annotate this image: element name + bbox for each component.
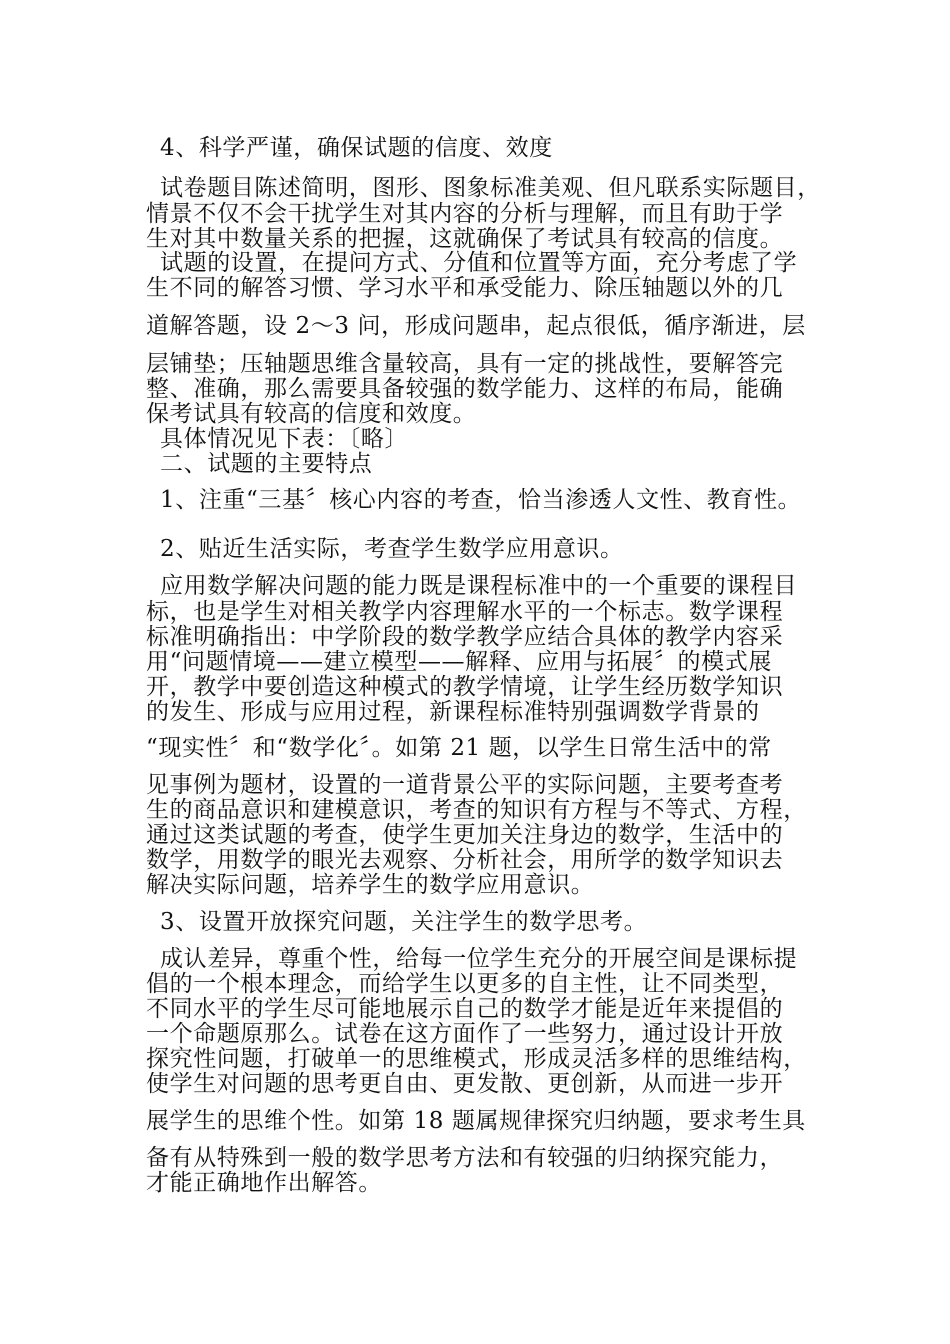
paragraph-line: 具体情况见下表：〔略〕 xyxy=(160,426,409,452)
subsection-heading-1: 1、注重“三基〞核心内容的考查，恰当渗透人文性、教育性。 xyxy=(160,487,802,513)
paragraph-line: 保考试具有较高的信度和效度。 xyxy=(146,401,477,427)
paragraph-line: 见事例为题材，设置的一道背景公平的实际问题，主要考查考 xyxy=(146,772,784,798)
paragraph-line: 用“问题情境——建立模型——解释、应用与拓展〞的模式展 xyxy=(146,649,772,675)
subsection-heading-2: 2、贴近生活实际，考查学生数学应用意识。 xyxy=(160,536,624,562)
paragraph-line: 展学生的思维个性。如第 18 题属规律探究归纳题，要求考生具 xyxy=(146,1108,806,1134)
paragraph-line: 的发生、形成与应用过程，新课程标准特别强调数学背景的 xyxy=(146,699,760,725)
paragraph-line: 数学，用数学的眼光去观察、分析社会，用所学的数学知识去 xyxy=(146,847,784,873)
paragraph-line: 解决实际问题，培养学生的数学应用意识。 xyxy=(146,872,595,898)
paragraph-line: 试题的设置，在提问方式、分值和位置等方面，充分考虑了学 xyxy=(160,250,798,276)
paragraph-line: “现实性〞和“数学化〞。如第 21 题，以学生日常生活中的常 xyxy=(146,735,772,761)
paragraph-line: 使学生对问题的思考更自由、更发散、更创新，从而进一步开 xyxy=(146,1071,784,1097)
paragraph-line: 成认差异，尊重个性，给每一位学生充分的开展空间是课标提 xyxy=(160,946,798,972)
paragraph-line: 情景不仅不会干扰学生对其内容的分析与理解，而且有助于学 xyxy=(146,201,784,227)
paragraph-line: 一个命题原那么。试卷在这方面作了一些努力，通过设计开放 xyxy=(146,1021,784,1047)
paragraph-line: 开，教学中要创造这种模式的教学情境，让学生经历数学知识 xyxy=(146,674,784,700)
paragraph-line: 生的商品意识和建模意识，考查的知识有方程与不等式、方程， xyxy=(146,797,807,823)
paragraph-line: 标，也是学生对相关教学内容理解水平的一个标志。数学课程 xyxy=(146,599,784,625)
paragraph-line: 生对其中数量关系的把握，这就确保了考试具有较高的信度。 xyxy=(146,226,784,252)
section-heading-2: 二、试题的主要特点 xyxy=(160,451,373,477)
paragraph-line: 整、准确，那么需要具备较强的数学能力、这样的布局，能确 xyxy=(146,376,784,402)
paragraph-line: 倡的一个根本理念，而给学生以更多的自主性，让不同类型， xyxy=(146,971,784,997)
subsection-heading-3: 3、设置开放探究问题，关注学生的数学思考。 xyxy=(160,909,648,935)
paragraph-line: 才能正确地作出解答。 xyxy=(146,1170,382,1196)
paragraph-line: 应用数学解决问题的能力既是课程标准中的一个重要的课程目 xyxy=(160,573,798,599)
section-heading-4: 4、科学严谨，确保试题的信度、效度 xyxy=(160,135,553,161)
paragraph-line: 探究性问题，打破单一的思维模式，形成灵活多样的思维结构， xyxy=(146,1046,807,1072)
paragraph-line: 标准明确指出：中学阶段的数学教学应结合具体的教学内容采 xyxy=(146,624,784,650)
paragraph-line: 通过这类试题的考查，使学生更加关注身边的数学，生活中的 xyxy=(146,822,784,848)
paragraph-line: 不同水平的学生尽可能地展示自己的数学才能是近年来提倡的 xyxy=(146,996,784,1022)
paragraph-line: 备有从特殊到一般的数学思考方法和有较强的归纳探究能力， xyxy=(146,1145,784,1171)
paragraph-line: 试卷题目陈述简明，图形、图象标准美观、但凡联系实际题目， xyxy=(160,175,821,201)
paragraph-line: 层铺垫；压轴题思维含量较高，具有一定的挑战性，要解答完 xyxy=(146,351,784,377)
paragraph-line: 道解答题，设 2～3 问，形成问题串，起点很低，循序渐进，层 xyxy=(146,313,806,339)
paragraph-line: 生不同的解答习惯、学习水平和承受能力、除压轴题以外的几 xyxy=(146,275,784,301)
